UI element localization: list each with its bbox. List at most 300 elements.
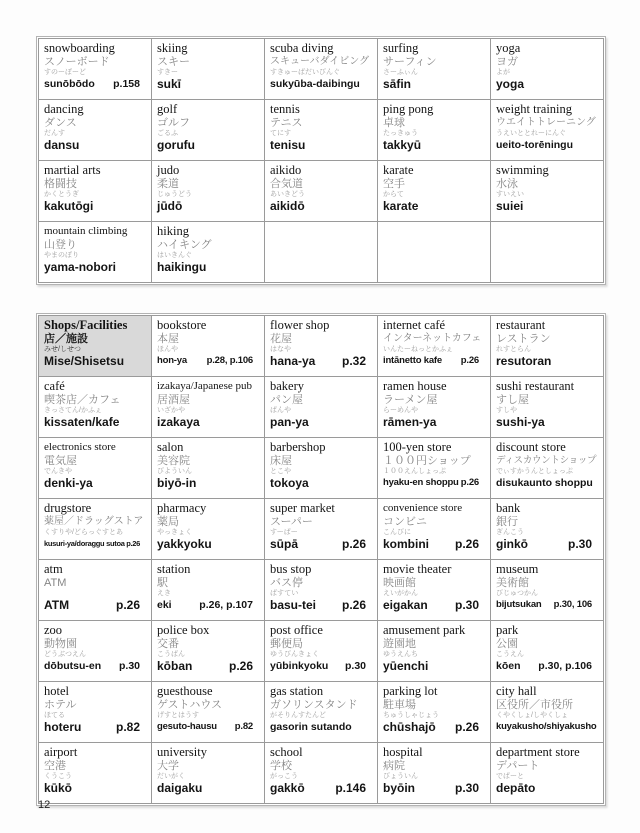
term-furigana: すしや [496,407,517,414]
vocab-cell-pharmacy [152,499,265,560]
table-row [39,560,604,621]
term-english: surfing [383,41,419,55]
vocab-cell-department-store [491,743,604,804]
romaji-text: gorufu [157,138,195,152]
vocab-cell-bus-stop [265,560,378,621]
term-english: bus stop [270,562,312,576]
romaji-text: tokoya [270,476,309,490]
term-furigana: すのーぼーど [44,69,86,76]
vocab-cell-city-hall [491,682,604,743]
page-reference: p.26, p.107 [199,599,253,611]
term-furigana: でぱーと [496,773,524,780]
term-english: weight training [496,102,573,116]
term-japanese: 病院 [383,760,405,772]
term-english: skiing [157,41,188,55]
term-romaji [383,720,487,734]
romaji-text: sushi-ya [496,415,545,429]
term-english: gas station [270,684,324,698]
term-furigana: えいがかん [383,590,418,597]
term-furigana: びよういん [157,468,192,475]
romaji-text: yoga [496,77,525,91]
romaji-text: byōin [383,781,415,795]
term-japanese: インターネットカフェ [383,333,482,344]
term-english: sushi restaurant [496,379,575,393]
term-furigana: ぱんや [270,407,291,414]
term-romaji [44,720,148,734]
term-japanese: 空手 [383,178,405,190]
romaji-text: haikingu [157,260,207,274]
term-japanese: デパート [496,760,540,772]
romaji-text: eki [157,599,172,611]
page-reference: p.26 [454,537,479,551]
term-japanese: 柔道 [157,178,179,190]
term-english: station [157,562,191,576]
term-romaji [157,781,261,795]
term-japanese: 花屋 [270,333,292,345]
term-romaji [157,77,261,91]
vocab-cell-bank [491,499,604,560]
term-japanese: 格闘技 [44,178,77,190]
term-romaji [496,354,600,368]
vocab-cell-movie-theater [378,560,491,621]
term-romaji [383,659,487,673]
romaji-text: ginkō [496,537,528,551]
term-japanese: ATM [44,577,67,589]
term-romaji [157,354,261,368]
table-row [39,499,604,560]
romaji-text: dōbutsu-en [44,660,102,672]
term-romaji [496,138,600,152]
term-english: park [496,623,519,637]
term-japanese: 薬局 [157,516,179,528]
term-furigana: はなや [270,346,291,353]
term-romaji [157,260,261,274]
term-japanese: ウエイトトレーニング [496,117,596,128]
term-english: pharmacy [157,501,207,515]
term-english: yoga [496,41,521,55]
vocab-cell-super-market [265,499,378,560]
romaji-text: ATM [44,598,70,612]
table-row [39,743,604,804]
term-furigana: こんびに [383,529,411,536]
term-furigana: とこや [270,468,291,475]
romaji-text: intānetto kafe [383,355,442,366]
term-english: department store [496,745,580,759]
term-romaji [270,720,374,734]
term-english: parking lot [383,684,438,698]
term-romaji [44,354,148,368]
term-romaji [157,476,261,490]
vocab-cell-flower-shop [265,316,378,377]
term-japanese: バス停 [270,577,303,589]
term-japanese: ラーメン屋 [383,394,438,406]
vocab-cell-gas-station [265,682,378,743]
romaji-text: tenisu [270,138,306,152]
term-furigana: あいきどう [270,191,305,198]
term-romaji [44,598,148,612]
shops-facilities-table [38,315,604,804]
vocab-cell-martial-arts [39,161,152,222]
empty-cell [491,222,604,283]
term-romaji [270,77,374,91]
term-japanese: ホテル [44,699,77,711]
vocab-cell-sushi-restaurant [491,377,604,438]
term-english: dancing [44,102,84,116]
term-romaji [383,138,487,152]
romaji-text: kuyakusho/shiyakusho [496,721,597,732]
term-furigana: きっさてん/かふぇ [44,407,102,414]
term-furigana: すきー [157,69,178,76]
term-english: scuba diving [270,41,334,55]
vocab-cell-karate [378,161,491,222]
romaji-text: disukaunto shoppu [496,477,593,489]
term-romaji [157,138,261,152]
page-reference: p.30 [118,660,140,672]
vocab-cell-post-office [265,621,378,682]
romaji-text: takkyū [383,138,422,152]
page-reference: p.30 [567,537,592,551]
term-japanese: 交番 [157,638,179,650]
vocab-cell-parking-lot [378,682,491,743]
vocab-cell-izakaya-japanese-pub [152,377,265,438]
term-furigana: どうぶつえん [44,651,86,658]
vocab-cell-weight-training [491,100,604,161]
term-furigana: ばすてい [270,590,299,597]
table-row [39,100,604,161]
romaji-text: kissaten/kafe [44,415,120,429]
vocab-cell-university [152,743,265,804]
term-furigana: ゆうびんきょく [270,651,319,658]
vocab-cell-museum [491,560,604,621]
term-japanese: 区役所／市役所 [496,699,573,711]
romaji-text: rāmen-ya [383,415,437,429]
term-japanese: 店／施設 [44,333,88,345]
romaji-text: aikidō [270,199,305,213]
term-romaji [44,781,148,795]
term-furigana: だんす [44,130,65,137]
term-japanese: スキー [157,56,190,68]
vocab-cell-dancing [39,100,152,161]
romaji-text: sāfin [383,77,412,91]
term-japanese: すし屋 [496,394,529,406]
term-japanese: スキューバダイビング [270,56,370,67]
term-english: internet café [383,318,446,332]
romaji-text: sukī [157,77,182,91]
term-japanese: 居酒屋 [157,394,190,406]
romaji-text: hon-ya [157,355,187,366]
page-reference: p.26 [341,598,366,612]
vocab-cell-aikido [265,161,378,222]
table-row [39,39,604,100]
term-furigana: すきゅーばだいびんぐ [270,69,340,76]
vocab-cell-park [491,621,604,682]
term-furigana: １００えんしょっぷ [383,468,446,475]
term-romaji [496,537,600,551]
term-english: city hall [496,684,537,698]
term-japanese: コンビニ [383,516,427,528]
term-english: zoo [44,623,63,637]
term-furigana: がそりんすたんど [270,712,326,719]
term-romaji [496,781,600,795]
term-japanese: 映画館 [383,577,416,589]
term-romaji [383,354,487,368]
term-romaji [383,199,487,213]
page-number: 12 [38,799,51,811]
term-japanese: レストラン [496,333,551,345]
term-japanese: １００円ショップ [383,455,471,467]
term-furigana: こうばん [157,651,185,658]
romaji-text: kōen [496,660,521,672]
term-furigana: たっきゅう [383,130,418,137]
term-japanese: 喫茶店／カフェ [44,394,121,406]
term-romaji [270,659,374,673]
term-japanese: ハイキング [157,239,212,251]
page-reference: p.26 [228,659,253,673]
page-reference: p.158 [113,78,140,90]
term-japanese: スーパー [270,516,313,528]
page-reference: p.30 [454,781,479,795]
term-english: golf [157,102,178,116]
vocab-cell-100-yen-store [378,438,491,499]
term-english: bookstore [157,318,207,332]
term-english: café [44,379,65,393]
term-japanese: 空港 [44,760,66,772]
term-furigana: らーめんや [383,407,418,414]
term-romaji [44,77,148,91]
vocab-cell-judo [152,161,265,222]
term-furigana: でんきや [44,468,72,475]
term-english: guesthouse [157,684,213,698]
romaji-text: izakaya [157,415,200,429]
romaji-text: resutoran [496,354,552,368]
page-reference: p.30 [344,660,366,672]
term-furigana: やまのぼり [44,252,79,259]
sports-activities-table [38,38,604,283]
term-english: bakery [270,379,305,393]
term-english: amusement park [383,623,466,637]
term-english: swimming [496,163,549,177]
vocab-cell-guesthouse [152,682,265,743]
term-furigana: からて [383,191,404,198]
page-reference: p.82 [234,721,253,732]
term-romaji [44,415,148,429]
term-furigana: うえいととれーにんぐ [496,130,566,137]
term-english: museum [496,562,539,576]
vocab-cell-swimming [491,161,604,222]
term-japanese: 駐車場 [383,699,416,711]
term-japanese: 水泳 [496,178,518,190]
vocab-cell-zoo [39,621,152,682]
term-japanese: 電気屋 [44,455,77,467]
term-furigana: よが [496,69,510,76]
term-japanese: ゴルフ [157,117,190,129]
term-english: bank [496,501,521,515]
term-japanese: ダンス [44,117,77,129]
term-furigana: さーふぃん [383,69,418,76]
term-english: martial arts [44,163,101,177]
term-romaji [383,415,487,429]
romaji-text: gasorin sutando [270,721,352,733]
term-furigana: すーぱー [270,529,298,536]
term-romaji [44,537,148,551]
term-romaji [157,199,261,213]
term-romaji [496,77,600,91]
vocab-cell-ping-pong [378,100,491,161]
term-romaji [157,537,261,551]
term-japanese: ディスカウントショップ [496,455,597,466]
term-furigana: いんたーねっとかふぇ [383,346,453,353]
page-reference: p.26 [126,539,140,548]
romaji-text: biyō-in [157,476,197,490]
term-english: judo [157,163,180,177]
term-furigana: いざかや [157,407,185,414]
term-romaji [270,199,374,213]
term-romaji [157,415,261,429]
term-english: salon [157,440,184,454]
vocab-cell-discount-store [491,438,604,499]
vocab-cell-internet-caf [378,316,491,377]
term-english: hotel [44,684,69,698]
term-english: restaurant [496,318,546,332]
empty-cell [265,222,378,283]
term-japanese: テニス [270,117,303,129]
vocab-cell-restaurant [491,316,604,377]
romaji-text: depāto [496,781,536,795]
section-header-cell [39,316,152,377]
term-english: izakaya/Japanese pub [157,380,252,392]
term-english: karate [383,163,414,177]
term-english: ramen house [383,379,447,393]
term-furigana: みせ/しせつ [44,346,81,353]
term-japanese: 合気道 [270,178,303,190]
vocab-cell-bookstore [152,316,265,377]
vocab-cell-mountain-climbing [39,222,152,283]
term-furigana: ほてる [44,712,65,719]
vocab-cell-snowboarding [39,39,152,100]
vocab-cell-scuba-diving [265,39,378,100]
term-romaji [383,781,487,795]
romaji-text: kūkō [44,781,73,795]
term-japanese: スノーボード [44,56,110,68]
romaji-text: yama-nobori [44,260,117,274]
term-romaji [496,720,600,734]
term-japanese: 薬屋／ドラッグストア [44,516,144,527]
vocab-cell-hospital [378,743,491,804]
term-romaji [270,476,374,490]
table-row [39,438,604,499]
term-romaji [270,138,374,152]
table-row [39,161,604,222]
page-reference: p.28, p.106 [206,355,253,366]
empty-cell [378,222,491,283]
vocab-cell-school [265,743,378,804]
term-furigana: れすとらん [496,346,531,353]
romaji-text: yūenchi [383,659,429,673]
romaji-text: kusuri-ya/doraggu sutoa [44,539,125,548]
romaji-text: kombini [383,537,430,551]
romaji-text: suiei [496,199,524,213]
term-english: movie theater [383,562,452,576]
page-reference: p.30 [454,598,479,612]
vocab-cell-police-box [152,621,265,682]
term-english: atm [44,562,63,576]
term-romaji [44,199,148,213]
page-reference: p.82 [115,720,140,734]
term-romaji [157,598,261,612]
term-japanese: 郵便局 [270,638,303,650]
term-furigana: やっきょく [157,529,192,536]
romaji-text: sūpā [270,537,299,551]
romaji-text: daigaku [157,781,203,795]
term-romaji [157,659,261,673]
term-romaji [44,138,148,152]
term-romaji [44,260,148,274]
term-romaji [270,537,374,551]
vocab-cell-skiing [152,39,265,100]
term-romaji [496,415,600,429]
romaji-text: gakkō [270,781,305,795]
term-japanese: 大学 [157,760,179,772]
sports-table-frame [36,36,606,285]
term-furigana: じゅうどう [157,191,192,198]
romaji-text: hana-ya [270,354,316,368]
term-furigana: ごるふ [157,130,178,137]
term-furigana: くやくしょ/しやくしょ [496,712,568,719]
term-english: convenience store [383,502,463,514]
term-english: hiking [157,224,189,238]
vocab-cell-surfing [378,39,491,100]
term-japanese: 銀行 [496,516,518,528]
term-english: flower shop [270,318,330,332]
vocab-cell-airport [39,743,152,804]
table-row [39,316,604,377]
romaji-text: eigakan [383,598,428,612]
romaji-text: ueito-torēningu [496,139,573,151]
term-furigana: はいきんぐ [157,252,192,259]
term-furigana: ゆうえんち [383,651,418,658]
term-english: aikido [270,163,302,177]
term-english: hospital [383,745,423,759]
term-romaji [383,77,487,91]
term-romaji [44,659,148,673]
romaji-text: basu-tei [270,598,317,612]
term-furigana: げすとはうす [157,712,199,719]
page-reference: p.26 [115,598,140,612]
term-furigana: こうえん [496,651,524,658]
term-furigana: びょういん [383,773,418,780]
term-english: discount store [496,440,566,454]
table-row [39,377,604,438]
term-japanese: 遊園地 [383,638,416,650]
page-reference: p.26 [454,720,479,734]
term-english: university [157,745,207,759]
term-japanese: ガソリンスタンド [270,699,358,711]
term-furigana: えき [157,590,171,597]
term-furigana: くすりや/どらっぐすとあ [44,529,123,536]
romaji-text: bijutsukan [496,599,542,610]
romaji-text: Mise/Shisetsu [44,354,125,368]
romaji-text: hyaku-en shoppu [383,477,459,488]
page-reference: p.26 [341,537,366,551]
term-japanese: パン屋 [270,394,303,406]
page-reference: p.30, p.106 [538,660,592,672]
table-row [39,682,604,743]
term-japanese: ヨガ [496,56,518,68]
term-english: police box [157,623,210,637]
term-romaji [157,720,261,734]
term-romaji [496,199,600,213]
vocab-cell-amusement-park [378,621,491,682]
